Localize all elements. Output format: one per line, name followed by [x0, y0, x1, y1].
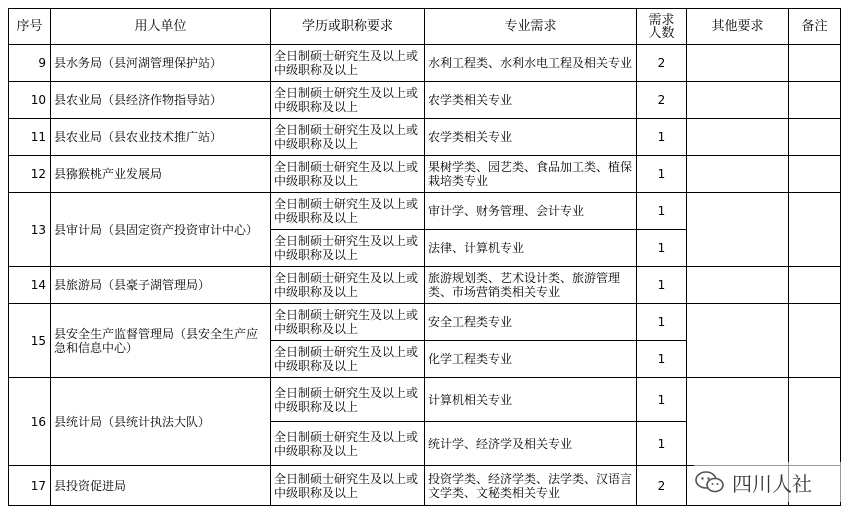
row-no: 9 — [9, 45, 51, 82]
table-row — [9, 304, 841, 341]
row-unit: 县水务局（县河湖管理保护站） — [51, 45, 271, 82]
table-row — [9, 267, 841, 304]
row-no: 13 — [9, 193, 51, 267]
row-unit: 县猕猴桃产业发展局 — [51, 156, 271, 193]
row-other — [687, 82, 789, 119]
header-count: 需求人数 — [637, 9, 687, 45]
row-count: 1 — [637, 119, 687, 156]
row-major: 安全工程类专业 — [425, 304, 637, 341]
table-row — [9, 119, 841, 156]
row-count: 1 — [637, 341, 687, 378]
row-other — [687, 193, 789, 267]
row-count: 2 — [637, 45, 687, 82]
row-edu: 全日制硕士研究生及以上或中级职称及以上 — [271, 341, 425, 378]
row-unit: 县审计局（县固定资产投资审计中心） — [51, 193, 271, 267]
row-count: 2 — [637, 466, 687, 506]
table-header-row — [9, 9, 841, 45]
watermark-text: 四川人社 — [732, 471, 812, 496]
row-edu: 全日制硕士研究生及以上或中级职称及以上 — [271, 378, 425, 422]
row-unit: 县投资促进局 — [51, 466, 271, 506]
row-remark — [789, 378, 841, 466]
row-major: 果树学类、园艺类、食品加工类、植保栽培类专业 — [425, 156, 637, 193]
row-unit: 县农业局（县农业技术推广站） — [51, 119, 271, 156]
row-count: 1 — [637, 267, 687, 304]
row-no: 12 — [9, 156, 51, 193]
row-no: 10 — [9, 82, 51, 119]
header-no: 序号 — [9, 9, 51, 45]
row-edu: 全日制硕士研究生及以上或中级职称及以上 — [271, 45, 425, 82]
row-edu: 全日制硕士研究生及以上或中级职称及以上 — [271, 82, 425, 119]
row-count: 1 — [637, 230, 687, 267]
row-remark — [789, 45, 841, 82]
table-row — [9, 45, 841, 82]
row-edu: 全日制硕士研究生及以上或中级职称及以上 — [271, 267, 425, 304]
row-count: 1 — [637, 378, 687, 422]
row-remark — [789, 119, 841, 156]
header-edu: 学历或职称要求 — [271, 9, 425, 45]
row-major: 计算机相关专业 — [425, 378, 637, 422]
row-other — [687, 304, 789, 378]
row-count: 2 — [637, 82, 687, 119]
row-other — [687, 156, 789, 193]
row-no: 14 — [9, 267, 51, 304]
row-remark — [789, 82, 841, 119]
row-edu: 全日制硕士研究生及以上或中级职称及以上 — [271, 304, 425, 341]
row-major: 农学类相关专业 — [425, 82, 637, 119]
header-unit: 用人单位 — [51, 9, 271, 45]
row-unit: 县统计局（县统计执法大队） — [51, 378, 271, 466]
row-major: 法律、计算机专业 — [425, 230, 637, 267]
row-edu: 全日制硕士研究生及以上或中级职称及以上 — [271, 230, 425, 267]
row-major: 旅游规划类、艺术设计类、旅游管理类、市场营销类相关专业 — [425, 267, 637, 304]
row-remark — [789, 193, 841, 267]
watermark — [694, 462, 844, 502]
row-no: 16 — [9, 378, 51, 466]
row-major: 审计学、财务管理、会计专业 — [425, 193, 637, 230]
row-edu: 全日制硕士研究生及以上或中级职称及以上 — [271, 193, 425, 230]
recruitment-table — [8, 8, 841, 506]
table-row — [9, 378, 841, 422]
row-no: 17 — [9, 466, 51, 506]
wechat-icon — [694, 469, 726, 495]
row-other — [687, 119, 789, 156]
header-remark: 备注 — [789, 9, 841, 45]
table-row — [9, 82, 841, 119]
row-major: 投资学类、经济学类、法学类、汉语言文学类、文秘类相关专业 — [425, 466, 637, 506]
row-count: 1 — [637, 193, 687, 230]
row-other — [687, 45, 789, 82]
row-edu: 全日制硕士研究生及以上或中级职称及以上 — [271, 422, 425, 466]
row-major: 统计学、经济学及相关专业 — [425, 422, 637, 466]
row-major: 化学工程类专业 — [425, 341, 637, 378]
row-count: 1 — [637, 156, 687, 193]
row-edu: 全日制硕士研究生及以上或中级职称及以上 — [271, 466, 425, 506]
row-remark — [789, 267, 841, 304]
table-row — [9, 193, 841, 230]
row-remark — [789, 156, 841, 193]
row-no: 15 — [9, 304, 51, 378]
row-unit: 县农业局（县经济作物指导站） — [51, 82, 271, 119]
row-other — [687, 267, 789, 304]
table-row — [9, 156, 841, 193]
row-other — [687, 378, 789, 466]
row-major: 水利工程类、水利水电工程及相关专业 — [425, 45, 637, 82]
row-remark — [789, 304, 841, 378]
header-major: 专业需求 — [425, 9, 637, 45]
row-edu: 全日制硕士研究生及以上或中级职称及以上 — [271, 156, 425, 193]
row-edu: 全日制硕士研究生及以上或中级职称及以上 — [271, 119, 425, 156]
row-no: 11 — [9, 119, 51, 156]
row-count: 1 — [637, 422, 687, 466]
header-other: 其他要求 — [687, 9, 789, 45]
row-major: 农学类相关专业 — [425, 119, 637, 156]
row-count: 1 — [637, 304, 687, 341]
row-unit: 县旅游局（县豪子湖管理局） — [51, 267, 271, 304]
row-unit: 县安全生产监督管理局（县安全生产应急和信息中心） — [51, 304, 271, 378]
